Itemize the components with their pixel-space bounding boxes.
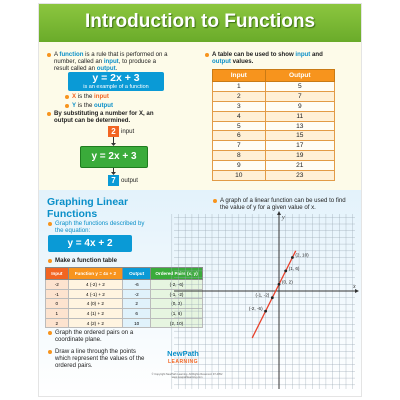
logo-tagline: LEARNING <box>167 359 199 365</box>
diagram-input-label: input <box>121 128 135 135</box>
table-header: Input <box>213 70 266 82</box>
function-table-header: Output <box>123 268 151 280</box>
function-table-cell: (0, 2) <box>151 299 203 309</box>
point-label: (-1, -2) <box>255 292 270 298</box>
table-cell: 5 <box>213 121 266 131</box>
function-table-cell: -2 <box>123 289 151 299</box>
table-cell: 8 <box>213 151 266 161</box>
y-letter: Y <box>72 102 77 109</box>
step-graph-pairs: Graph the ordered pairs on a coordinate plane. <box>55 329 134 343</box>
table-cell: 3 <box>213 101 266 111</box>
graphing-title-line: Graphing Linear <box>47 196 129 208</box>
table-cell: 6 <box>213 131 266 141</box>
point-label: (0, 2) <box>282 279 293 285</box>
table-cell: 5 <box>265 82 334 92</box>
x-axis-label: x <box>353 284 356 290</box>
x-text: is the <box>76 93 95 100</box>
table-row <box>213 131 335 141</box>
bullet-icon <box>48 331 52 335</box>
table-note-text: A table can be used to show <box>212 51 296 58</box>
function-table-cell: 4 (-1) + 2 <box>68 289 123 299</box>
diagram-function-box <box>80 146 148 168</box>
point-label: (2, 10) <box>295 252 309 258</box>
function-table-cell: -1 <box>46 289 69 299</box>
function-table-cell: (1, 6) <box>151 309 203 319</box>
definition-function-word: function <box>59 51 84 58</box>
function-table-cell: 2 <box>46 318 69 328</box>
bullet-icon <box>205 53 209 57</box>
table-note-output: output <box>212 58 231 65</box>
function-table-cell: 6 <box>123 309 151 319</box>
step-make-table: Make a function table <box>55 257 117 264</box>
function-table-cell: 10 <box>123 318 151 328</box>
bullet-icon <box>48 350 52 354</box>
data-point <box>284 270 287 273</box>
definition-input-word: input <box>103 58 119 65</box>
table-cell: 11 <box>265 111 334 121</box>
input-output-table <box>212 69 335 181</box>
table-cell: 13 <box>265 121 334 131</box>
function-table-cell: 4 (0) + 2 <box>68 299 123 309</box>
table-header-row <box>213 70 335 82</box>
table-row <box>213 111 335 121</box>
definition-text: . <box>115 65 118 72</box>
step-draw-line: Draw a line through the points which represent the values of the ordered pairs. <box>55 348 145 369</box>
table-note-text: and <box>310 51 323 58</box>
function-table-header: Ordered Pairs (x, y) <box>151 268 203 280</box>
function-table-cell: -2 <box>46 280 69 290</box>
newpath-logo <box>158 347 208 371</box>
logo-name: NewPath <box>167 349 199 358</box>
diagram-input-value: 2 <box>108 126 119 137</box>
data-point <box>271 296 274 299</box>
graph-note: A graph of a linear function can be used to find the value of y for a given value of x. <box>220 197 346 211</box>
table-cell: 17 <box>265 141 334 151</box>
table-cell: 7 <box>265 91 334 101</box>
table-note-text: values. <box>230 58 254 65</box>
data-point <box>264 310 267 313</box>
table-row <box>213 82 335 92</box>
graphing-equation-box <box>48 235 132 252</box>
function-table-cell: 4 (1) + 2 <box>68 309 123 319</box>
function-table-header: Function y = 4x + 2 <box>68 268 123 280</box>
bullet-icon <box>213 199 217 203</box>
function-table-cell: (-1, -2) <box>151 289 203 299</box>
table-cell: 23 <box>265 171 334 181</box>
table-cell: 9 <box>265 101 334 111</box>
copyright-text: © Copyright NewPath Learning. All Rights Reserved. 97-4052 www.newpathlearning.com <box>151 373 223 379</box>
y-axis-label: y <box>282 215 285 221</box>
graphing-equation: y = 4x + 2 <box>67 238 113 249</box>
step-text: Graph the functions described by the equation: <box>55 220 145 234</box>
table-row <box>213 121 335 131</box>
data-point <box>278 283 281 286</box>
example-equation-caption: is an example of a function <box>83 84 149 90</box>
table-cell: 7 <box>213 141 266 151</box>
graphing-title-line: Functions <box>47 208 98 220</box>
y-axis-arrow <box>277 211 281 215</box>
x-letter: X <box>72 93 77 100</box>
function-table-cell: (-2, -6) <box>151 280 203 290</box>
y-word: output <box>94 102 113 109</box>
graphing-title <box>47 196 128 220</box>
function-table-cell: 2 <box>123 299 151 309</box>
table-row <box>213 171 335 181</box>
poster <box>39 4 361 396</box>
function-table-cell: (2, 10) <box>151 318 203 328</box>
function-table-cell: -6 <box>123 280 151 290</box>
table-cell: 19 <box>265 151 334 161</box>
example-equation: y = 2x + 3 <box>92 72 140 84</box>
point-label: (-2, -6) <box>248 306 263 312</box>
definition-text: is a rule that is performed on a number, called an <box>54 51 168 65</box>
diagram-output-label: output <box>121 177 138 184</box>
table-row <box>213 161 335 171</box>
diagram-output-value: 7 <box>108 175 119 186</box>
bullet-icon <box>48 222 52 226</box>
definition-text: A <box>54 51 60 58</box>
table-note-input: input <box>295 51 311 58</box>
diagram-equation: y = 2x + 3 <box>91 151 137 162</box>
table-cell: 1 <box>213 82 266 92</box>
table-header: Output <box>265 70 334 82</box>
y-text: is the <box>76 102 95 109</box>
poster-title: Introduction to Functions <box>84 11 316 32</box>
table-cell: 15 <box>265 131 334 141</box>
function-table-header: Input <box>46 268 69 280</box>
table-cell: 2 <box>213 91 266 101</box>
table-cell: 21 <box>265 161 334 171</box>
function-table-cell: 0 <box>46 299 69 309</box>
substitute-note: By substituting a number for X, an output can be determined. <box>54 110 154 124</box>
table-row <box>213 91 335 101</box>
table-cell: 9 <box>213 161 266 171</box>
definition-text: , to produce a result called an <box>54 58 156 72</box>
table-row <box>213 101 335 111</box>
table-row <box>213 141 335 151</box>
table-note <box>212 51 332 65</box>
table-row <box>213 151 335 161</box>
function-table-cell: 1 <box>46 309 69 319</box>
x-word: input <box>94 93 109 100</box>
step-graph-functions <box>55 220 145 234</box>
function-table-cell: 4 (-2) + 2 <box>68 280 123 290</box>
table-cell: 10 <box>213 171 266 181</box>
function-table-cell: 4 (2) + 2 <box>68 318 123 328</box>
data-point <box>291 256 294 259</box>
definition-output-word: output <box>96 65 116 72</box>
point-label: (1, 6) <box>288 265 300 271</box>
table-cell: 4 <box>213 111 266 121</box>
bullet-icon <box>48 259 52 263</box>
